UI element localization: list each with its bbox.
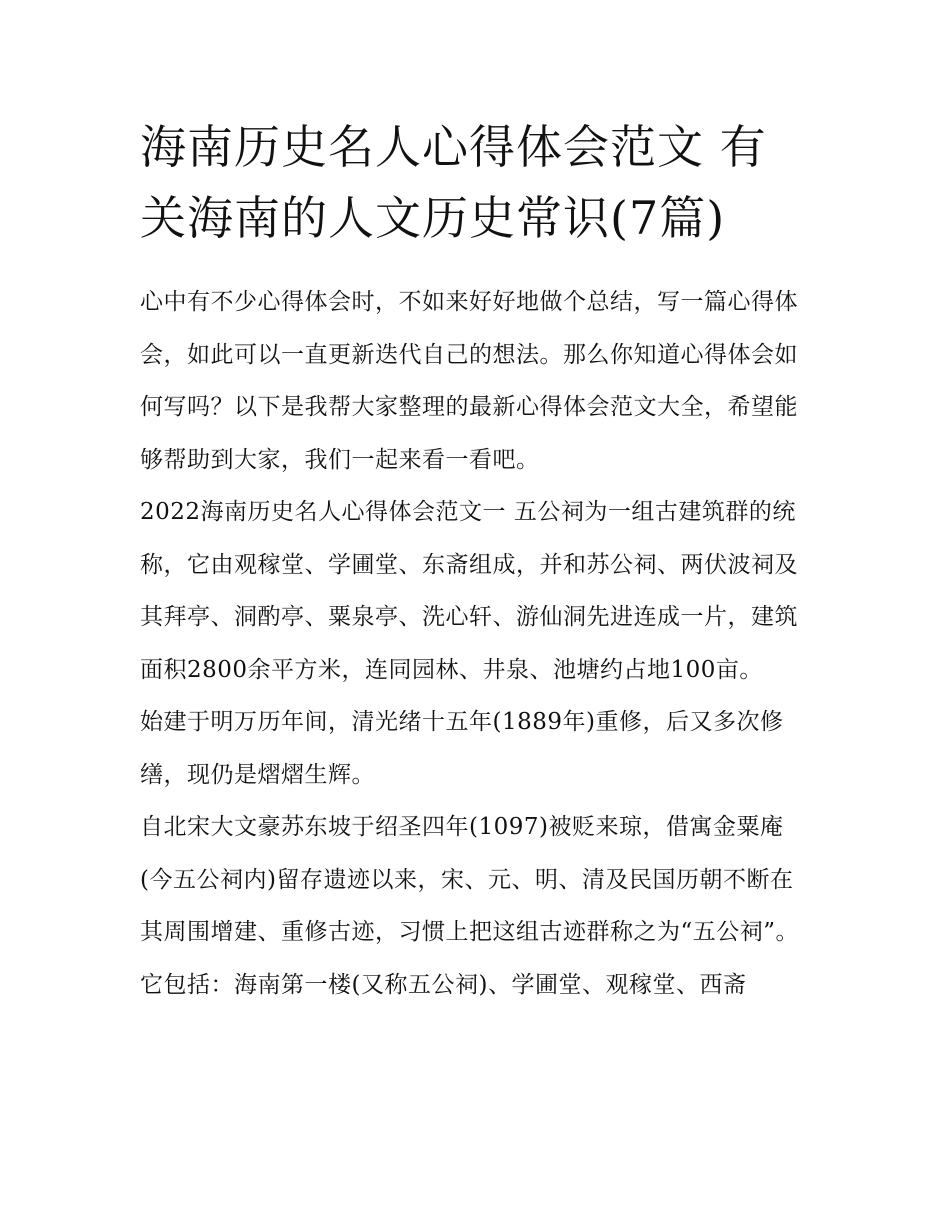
paragraph-intro: 心中有不少心得体会时，不如来好好地做个总结，写一篇心得体会，如此可以一直更新迭代自己的想法。那么你知道心得体会如何写吗？以下是我帮大家整理的最新心得体会范文大全，希望能够帮助到大家，我们一起来看一看吧。	[140, 289, 798, 473]
paragraph-construction-history: 始建于明万历年间，清光绪十五年(1889年)重修，后又多次修缮，现仍是熠熠生辉。	[140, 709, 784, 788]
document-page	[140, 112, 812, 1011]
document-title: 海南历史名人心得体会范文 有关海南的人文历史常识(7篇)	[140, 120, 767, 245]
paragraph-wugong-shrine: 2022海南历史名人心得体会范文一 五公祠为一组古建筑群的统称，它由观稼堂、学圃堂、东斋组成，并和苏公祠、两伏波祠及其拜亭、洞酌亭、粟泉亭、洗心轩、游仙洞先进连成一片，建筑面积2800余平方米，连同园林、井泉、池塘约占地100亩。	[140, 499, 798, 683]
paragraph-su-dongpo: 自北宋大文豪苏东坡于绍圣四年(1097)被贬来琼，借寓金粟庵(今五公祠内)留存遗迹以来，宋、元、明、清及民国历朝不断在其周围增建、重修古迹，习惯上把这组古迹群称之为“五公祠”。	[140, 814, 800, 945]
paragraph-components: 它包括：海南第一楼(又称五公祠)、学圃堂、观稼堂、西斋	[140, 971, 747, 998]
